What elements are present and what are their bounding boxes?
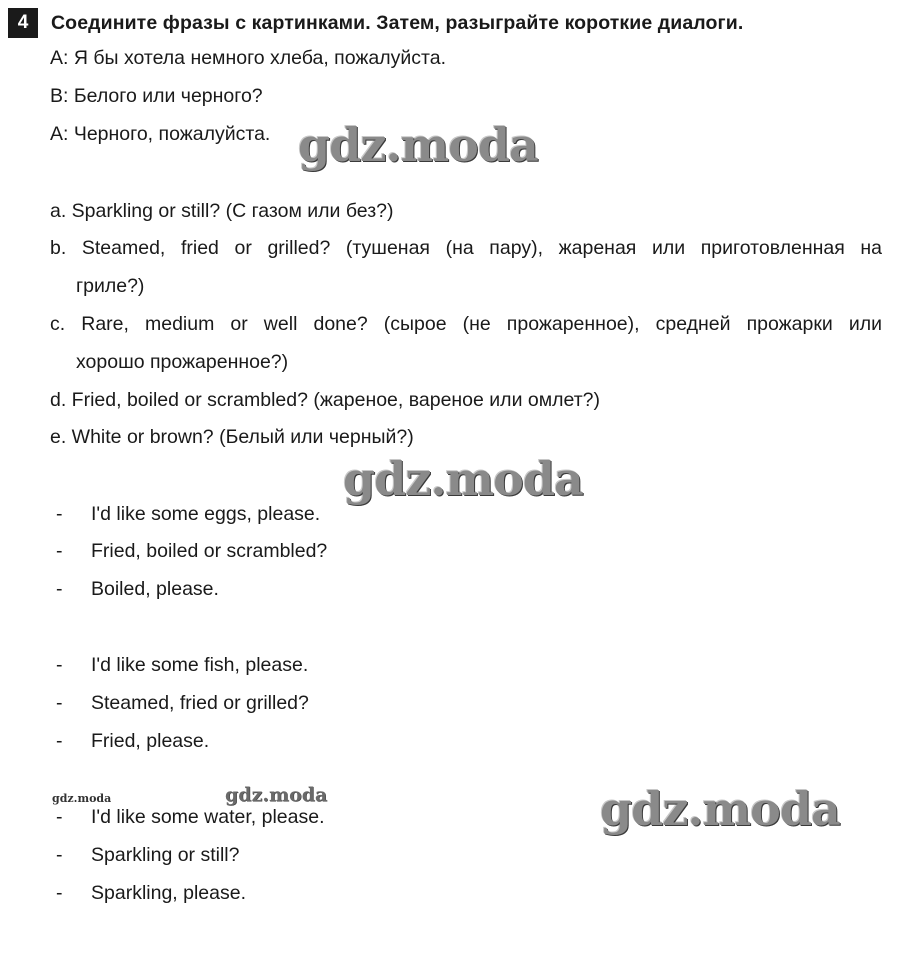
option-b-line1: b. Steamed, fried or grilled? (тушеная (на пару), жареная или приготовленная на	[50, 237, 882, 259]
watermark-logo: gdz.moda	[600, 782, 840, 836]
dash-bullet: -	[56, 654, 63, 676]
dash-bullet: -	[56, 806, 63, 828]
dash-bullet: -	[56, 578, 63, 600]
dialog-3-line-3: Sparkling, please.	[91, 882, 247, 904]
example-line-a1: A: Я бы хотела немного хлеба, пожалуйста.	[50, 47, 446, 69]
watermark-logo: gdz.moda	[298, 118, 538, 172]
dialog-3-line-1: I'd like some water, please.	[91, 806, 325, 828]
dialog-1-line-3: Boiled, please.	[91, 578, 219, 600]
watermark-logo-medium: gdz.moda	[225, 784, 328, 806]
option-b-line2: гриле?)	[76, 275, 145, 297]
task-title: Соедините фразы с картинками. Затем, разыграйте короткие диалоги.	[51, 11, 744, 34]
dash-bullet: -	[56, 844, 63, 866]
dialog-1-line-1: I'd like some eggs, please.	[91, 503, 321, 525]
dialog-2-line-3: Fried, please.	[91, 730, 210, 752]
dash-bullet: -	[56, 882, 63, 904]
dash-bullet: -	[56, 692, 63, 714]
watermark-logo-small: gdz.moda	[52, 792, 112, 805]
dash-bullet: -	[56, 503, 63, 525]
dialog-1-line-2: Fried, boiled or scrambled?	[91, 540, 328, 562]
option-a: a. Sparkling or still? (С газом или без?)	[50, 200, 394, 222]
option-e: e. White or brown? (Белый или черный?)	[50, 426, 414, 448]
dialog-3-line-2: Sparkling or still?	[91, 844, 240, 866]
option-c-line1: c. Rare, medium or well done? (сырое (не прожаренное), средней прожарки или	[50, 313, 882, 335]
example-line-a2: A: Черного, пожалуйста.	[50, 123, 271, 145]
option-c-line2: хорошо прожаренное?)	[76, 351, 289, 373]
dash-bullet: -	[56, 730, 63, 752]
task-header	[8, 6, 743, 40]
watermark-logo: gdz.moda	[343, 452, 583, 506]
dialog-2-line-1: I'd like some fish, please.	[91, 654, 309, 676]
option-d: d. Fried, boiled or scrambled? (жареное, вареное или омлет?)	[50, 389, 600, 411]
dash-bullet: -	[56, 540, 63, 562]
example-line-b: B: Белого или черного?	[50, 85, 263, 107]
task-number-badge: 4	[8, 8, 38, 38]
dialog-2-line-2: Steamed, fried or grilled?	[91, 692, 309, 714]
